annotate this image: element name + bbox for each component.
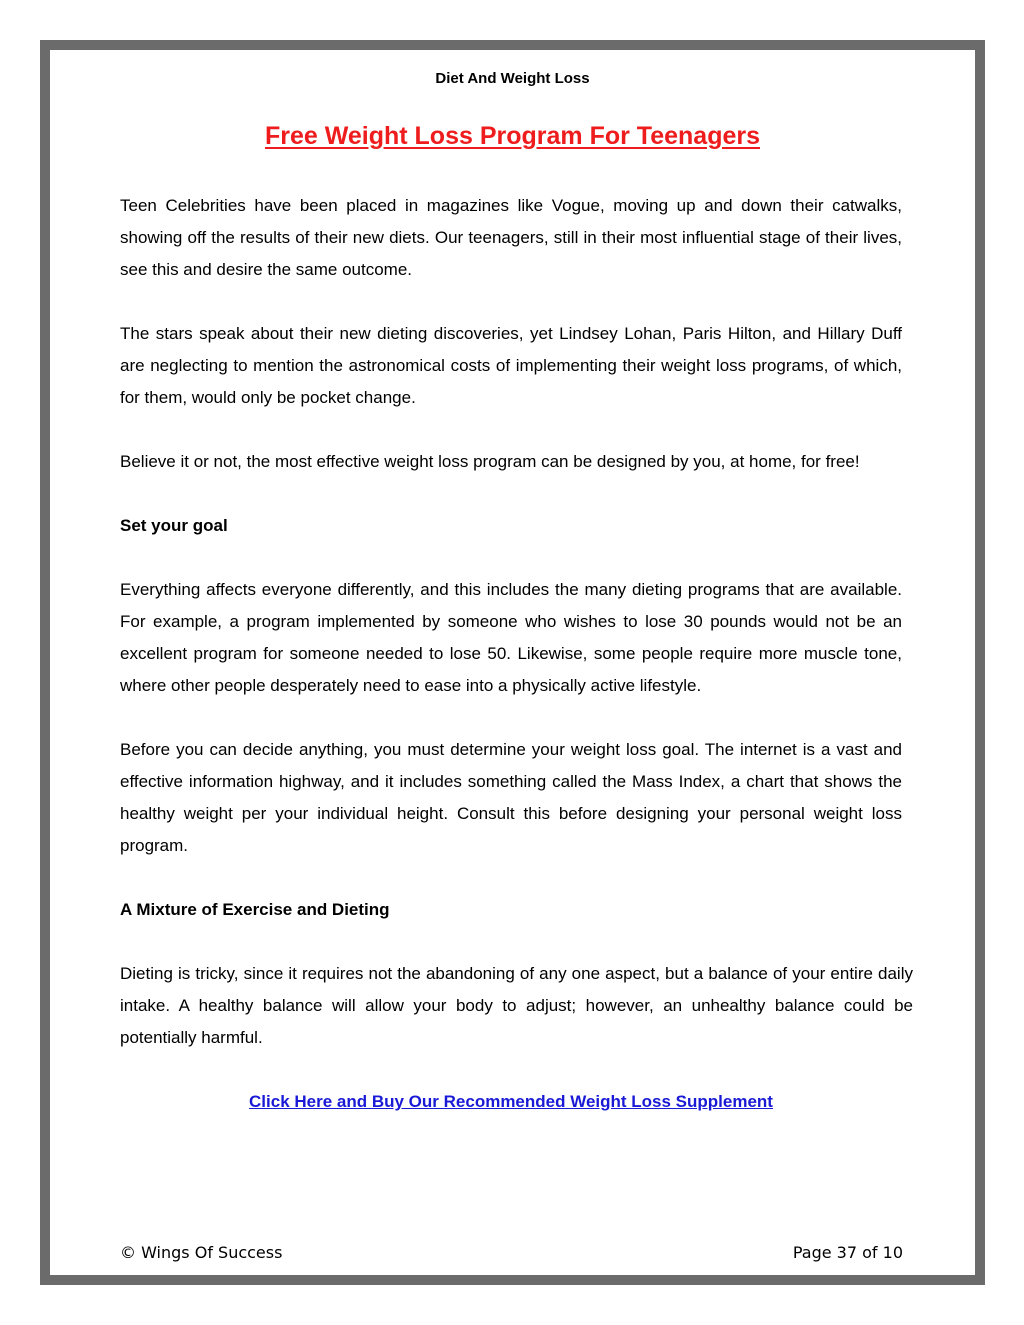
buy-supplement-link[interactable]: Click Here and Buy Our Recommended Weight Loss Supplement [249,1092,773,1111]
section-heading-set-your-goal: Set your goal [120,516,228,535]
paragraph-3: Believe it or not, the most effective weight loss program can be designed by you, at home, for free! [120,452,860,471]
paragraph-2: The stars speak about their new dieting discoveries, yet Lindsey Lohan, Paris Hilton, and Hillary Duff are neglecting to mention the astronomical costs of implementing their weight loss programs, of which, for them, would only be pocket change. [120,324,902,407]
section-heading-exercise-dieting: A Mixture of Exercise and Dieting [120,900,390,919]
footer-copyright: © Wings Of Success [120,1243,283,1262]
article-title: Free Weight Loss Program For Teenagers [264,122,761,150]
cta-container [120,1086,902,1118]
article-body [120,190,913,1118]
page-frame [40,40,985,1285]
paragraph-1: Teen Celebrities have been placed in magazines like Vogue, moving up and down their catwalks, showing off the results of their new diets. Our teenagers, still in their most influential stage of their lives, see this and desire the same outcome. [120,196,902,279]
footer-page-number: Page 37 of 10 [792,1243,903,1262]
running-header: Diet And Weight Loss [435,70,590,87]
paragraph-5: Before you can decide anything, you must determine your weight loss goal. The internet is a vast and effective information highway, and it includes something called the Mass Index, a chart that shows the healthy weight per your individual height. Consult this before designing your personal weight loss program. [120,740,902,855]
paragraph-6: Dieting is tricky, since it requires not the abandoning of any one aspect, but a balance of your entire daily intake. A healthy balance will allow your body to adjust; however, an unhealthy balance could be potentially harmful. [120,964,913,1047]
paragraph-4: Everything affects everyone differently, and this includes the many dieting programs that are available. For example, a program implemented by someone who wishes to lose 30 pounds would not be an excellent program for someone needed to lose 50. Likewise, some people require more muscle tone, where other people desperately need to ease into a physically active lifestyle. [120,580,902,695]
